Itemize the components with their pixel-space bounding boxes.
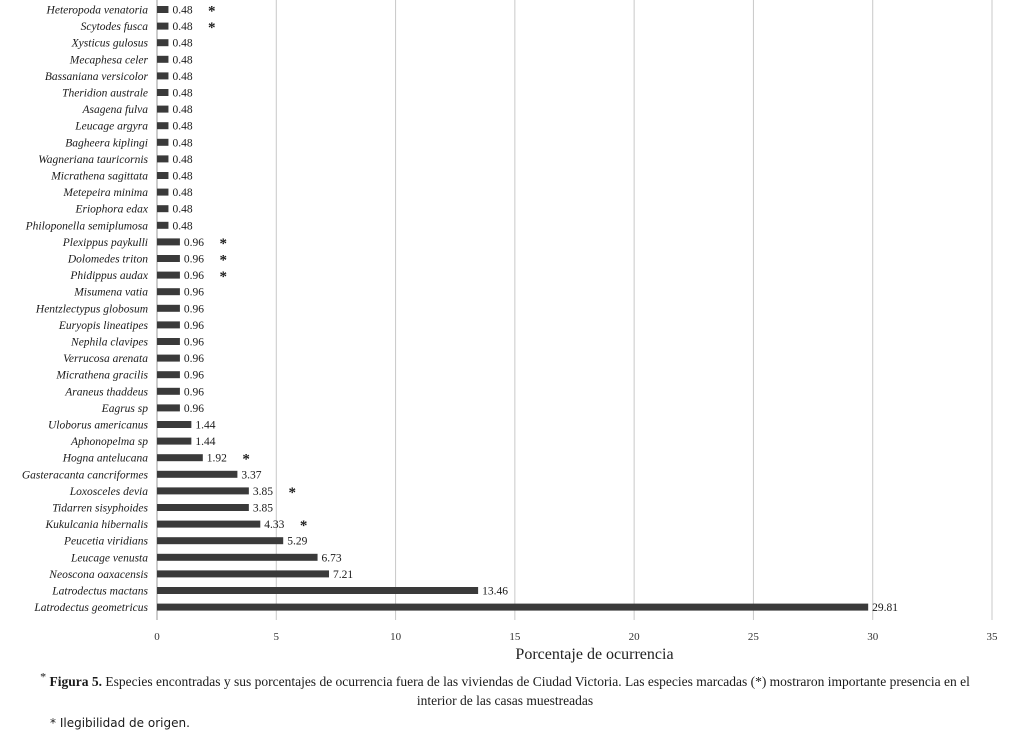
category-label: Dolomedes triton — [67, 253, 148, 266]
category-label: Xysticus gulosus — [71, 37, 148, 50]
bar — [157, 321, 180, 328]
data-label: 0.48 — [172, 37, 193, 50]
bar — [157, 72, 168, 79]
bar — [157, 438, 191, 445]
data-label: 0.48 — [172, 137, 193, 150]
data-label: 3.85 — [252, 502, 273, 515]
bar — [157, 404, 180, 411]
data-label: 0.48 — [172, 187, 193, 200]
category-label: Leucage argyra — [75, 120, 148, 133]
category-label: Phidippus audax — [70, 270, 148, 283]
marker-star: * — [219, 252, 228, 269]
data-label: 0.48 — [172, 4, 193, 17]
bar — [157, 521, 260, 528]
data-label: 0.48 — [172, 153, 193, 166]
bar — [157, 39, 168, 46]
category-label: Misumena vatia — [74, 286, 148, 299]
bar — [157, 89, 168, 96]
bar — [157, 537, 283, 544]
x-tick-label: 5 — [273, 631, 280, 643]
caption-text: Especies encontradas y sus porcentajes de ocurrencia fuera de las viviendas de Ciudad Victoria. Las especies marcadas (*) mostraron importante presencia en el interior de las casas muestreadas — [105, 674, 970, 708]
category-label: Kukulcania hibernalis — [45, 519, 148, 532]
bar — [157, 371, 180, 378]
bar — [157, 338, 180, 345]
caption-star: * — [40, 669, 47, 684]
category-label: Bassaniana versicolor — [44, 70, 148, 83]
data-label: 0.48 — [172, 104, 193, 117]
data-label: 0.96 — [183, 319, 205, 332]
data-label: 0.96 — [183, 402, 205, 415]
bar — [157, 106, 168, 113]
bar — [157, 305, 180, 312]
data-label: 0.96 — [183, 353, 205, 366]
data-label: 1.92 — [206, 452, 227, 465]
category-label: Latrodectus geometricus — [34, 602, 148, 615]
figure-label: Figura 5. — [49, 674, 103, 689]
category-label: Bagheera kiplingi — [65, 137, 148, 150]
marker-star: * — [219, 269, 228, 286]
category-label: Verrucosa arenata — [63, 353, 148, 366]
category-label: Loxosceles devia — [69, 485, 148, 498]
bar — [157, 604, 868, 611]
category-label: Eriophora edax — [75, 203, 148, 216]
category-label: Leucage venusta — [71, 552, 148, 565]
x-axis-title — [0, 646, 1009, 664]
bar — [157, 355, 180, 362]
bar — [157, 454, 203, 461]
category-label: Philoponella semiplumosa — [25, 220, 148, 233]
category-label: Theridion australe — [62, 87, 148, 100]
bar — [157, 172, 168, 179]
x-axis-ticks — [154, 631, 998, 643]
bar — [157, 487, 249, 494]
x-tick-label: 25 — [747, 631, 759, 643]
data-label: 0.48 — [172, 70, 193, 83]
category-label: Uloborus americanus — [48, 419, 148, 432]
marker-star: * — [288, 484, 296, 501]
data-label: 7.21 — [333, 568, 354, 581]
x-tick-label: 10 — [390, 631, 402, 643]
data-label: 1.44 — [195, 419, 216, 432]
bar — [157, 587, 478, 594]
category-label: Metepeira minima — [63, 187, 148, 200]
category-label: Neoscona oaxacensis — [49, 568, 148, 581]
x-tick-label: 0 — [154, 631, 160, 643]
marker-star: * — [299, 518, 308, 535]
bar — [157, 388, 180, 395]
data-label: 0.96 — [183, 303, 205, 316]
marker-star: * — [219, 235, 228, 252]
category-label: Hentzlectypus globosum — [35, 303, 148, 316]
bar — [157, 23, 168, 30]
data-label: 0.96 — [183, 336, 205, 349]
data-label: 3.85 — [252, 485, 273, 498]
category-label: Nephila clavipes — [71, 336, 148, 349]
data-label: 0.48 — [172, 21, 193, 34]
data-label: 4.33 — [264, 519, 285, 532]
data-label: 0.96 — [183, 286, 205, 299]
data-label: 0.48 — [172, 54, 193, 67]
data-label: 0.48 — [172, 170, 193, 183]
data-label: 0.96 — [183, 253, 205, 266]
data-label: 0.96 — [183, 270, 205, 283]
bar — [157, 155, 168, 162]
category-label: Tidarren sisyphoides — [52, 502, 148, 515]
bar — [157, 288, 180, 295]
category-label: Wagneriana tauricornis — [38, 153, 148, 166]
bar — [157, 272, 180, 279]
category-label: Asagena fulva — [82, 104, 148, 117]
data-label: 0.48 — [172, 87, 193, 100]
x-tick-label: 20 — [628, 631, 640, 643]
category-label: Euryopis lineatipes — [58, 319, 148, 332]
data-label: 6.73 — [321, 552, 342, 565]
category-label: Hogna antelucana — [62, 452, 148, 465]
bar — [157, 189, 168, 196]
data-label: 1.44 — [195, 436, 216, 449]
category-label: Araneus thaddeus — [65, 386, 148, 399]
bar — [157, 238, 180, 245]
data-label: 0.48 — [172, 120, 193, 133]
bar — [157, 122, 168, 129]
x-tick-label: 15 — [509, 631, 521, 643]
x-tick-label: 30 — [867, 631, 879, 643]
bar — [157, 255, 180, 262]
data-label: 3.37 — [241, 469, 262, 482]
category-label: Mecaphesa celer — [69, 54, 148, 67]
data-label: 0.48 — [172, 220, 193, 233]
bar — [157, 205, 168, 212]
category-label: Micrathena sagittata — [51, 170, 148, 183]
marker-star: * — [208, 3, 216, 20]
bar — [157, 56, 168, 63]
figure-caption — [40, 669, 970, 710]
marker-star: * — [208, 20, 216, 37]
data-label: 0.48 — [172, 203, 193, 216]
bar — [157, 139, 168, 146]
data-label: 0.96 — [183, 386, 205, 399]
bar — [157, 6, 168, 13]
x-tick-label: 35 — [986, 631, 998, 643]
category-label: Peucetia viridians — [64, 535, 148, 548]
value-labels — [172, 4, 898, 615]
data-label: 5.29 — [287, 535, 308, 548]
category-label: Plexippus paykulli — [62, 236, 148, 249]
data-label: 0.96 — [183, 369, 205, 382]
category-label: Scytodes fusca — [80, 21, 148, 34]
category-label: Heteropoda venatoria — [46, 4, 148, 17]
data-label: 29.81 — [872, 602, 899, 615]
category-label: Aphonopelma sp — [71, 436, 148, 449]
category-label: Micrathena gracilis — [56, 369, 148, 382]
bar — [157, 421, 191, 428]
category-label: Eagrus sp — [101, 402, 148, 415]
marker-star: * — [242, 451, 250, 468]
footnote: * Ilegibilidad de origen. — [50, 716, 190, 730]
data-label: 13.46 — [482, 585, 508, 598]
category-labels — [22, 5, 149, 615]
category-label: Gasteracanta cancriformes — [21, 469, 148, 482]
category-label: Latrodectus mactans — [52, 585, 148, 598]
bar — [157, 570, 329, 577]
bar — [157, 471, 237, 478]
data-label: 0.96 — [183, 236, 205, 249]
bar — [157, 504, 249, 511]
x-axis-title-text: Porcentaje de ocurrencia — [515, 646, 674, 663]
bar — [157, 554, 318, 561]
bar — [157, 222, 168, 229]
